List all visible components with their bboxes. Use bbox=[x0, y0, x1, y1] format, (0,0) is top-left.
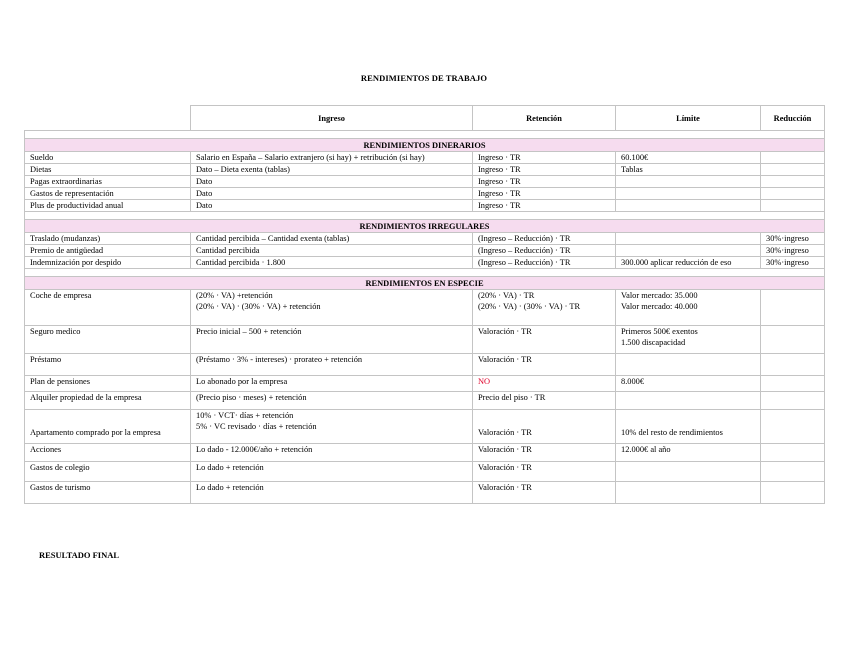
header-limite: Límite bbox=[616, 106, 761, 131]
row-reduccion bbox=[761, 188, 825, 200]
row-limite bbox=[616, 354, 761, 376]
row-ingreso: Lo dado + retención bbox=[191, 462, 473, 482]
section-especie: RENDIMIENTOS EN ESPECIE bbox=[25, 277, 825, 290]
row-concept: Seguro medico bbox=[25, 326, 191, 354]
row-ingreso: Dato bbox=[191, 188, 473, 200]
header-retencion: Retención bbox=[473, 106, 616, 131]
row-retencion: Ingreso · TR bbox=[473, 188, 616, 200]
row-concept: Coche de empresa bbox=[25, 290, 191, 326]
row-concept: Plus de productividad anual bbox=[25, 200, 191, 212]
header-ingreso: Ingreso bbox=[191, 106, 473, 131]
ingreso-line: (20% · VA) +retención bbox=[196, 291, 273, 300]
section-irregulares: RENDIMIENTOS IRREGULARES bbox=[25, 220, 825, 233]
row-reduccion bbox=[761, 164, 825, 176]
table-row bbox=[25, 188, 825, 200]
table-row bbox=[25, 233, 825, 245]
row-ingreso: Dato bbox=[191, 176, 473, 188]
spacer-row bbox=[25, 269, 825, 277]
table-row bbox=[25, 326, 825, 354]
row-retencion: (Ingreso – Reducción) · TR bbox=[473, 257, 616, 269]
row-concept: Gastos de colegio bbox=[25, 462, 191, 482]
row-concept: Premio de antigüedad bbox=[25, 245, 191, 257]
row-retencion: Ingreso · TR bbox=[473, 164, 616, 176]
row-ingreso bbox=[191, 410, 473, 444]
header-row bbox=[25, 106, 825, 131]
row-reduccion bbox=[761, 444, 825, 462]
row-reduccion: 30%·ingreso bbox=[761, 233, 825, 245]
table-row bbox=[25, 410, 825, 444]
row-concept: Indemnización por despido bbox=[25, 257, 191, 269]
table-row bbox=[25, 392, 825, 410]
table-row bbox=[25, 376, 825, 392]
row-reduccion bbox=[761, 326, 825, 354]
table-row bbox=[25, 354, 825, 376]
row-reduccion bbox=[761, 392, 825, 410]
row-ingreso: Salario en España – Salario extranjero (si hay) + retribución (si hay) bbox=[191, 152, 473, 164]
row-limite: 60.100€ bbox=[616, 152, 761, 164]
section-dinerarios: RENDIMIENTOS DINERARIOS bbox=[25, 139, 825, 152]
table-row bbox=[25, 444, 825, 462]
spacer-row bbox=[25, 212, 825, 220]
table-row bbox=[25, 245, 825, 257]
row-ingreso: Cantidad percibida · 1.800 bbox=[191, 257, 473, 269]
row-limite bbox=[616, 392, 761, 410]
row-limite: 10% del resto de rendimientos bbox=[616, 410, 761, 444]
row-limite bbox=[616, 176, 761, 188]
spacer-row bbox=[25, 131, 825, 139]
row-retencion: (Ingreso – Reducción) · TR bbox=[473, 245, 616, 257]
limite-line: Valor mercado: 35.000 bbox=[621, 291, 698, 300]
row-limite: 300.000 aplicar reducción de eso bbox=[616, 257, 761, 269]
row-retencion: Valoración · TR bbox=[473, 326, 616, 354]
row-limite bbox=[616, 188, 761, 200]
row-retencion: Valoración · TR bbox=[473, 354, 616, 376]
row-concept: Sueldo bbox=[25, 152, 191, 164]
row-retencion: (Ingreso – Reducción) · TR bbox=[473, 233, 616, 245]
row-ingreso: Precio inicial – 500 + retención bbox=[191, 326, 473, 354]
row-concept: Gastos de turismo bbox=[25, 482, 191, 504]
row-reduccion: 30%·ingreso bbox=[761, 245, 825, 257]
row-limite bbox=[616, 462, 761, 482]
row-reduccion bbox=[761, 200, 825, 212]
row-retencion: Ingreso · TR bbox=[473, 152, 616, 164]
ingreso-line: 5% · VC revisado · días + retención bbox=[196, 422, 317, 431]
row-reduccion: 30%·ingreso bbox=[761, 257, 825, 269]
row-limite bbox=[616, 233, 761, 245]
row-retencion: Valoración · TR bbox=[473, 462, 616, 482]
table-row bbox=[25, 290, 825, 326]
header-blank bbox=[25, 106, 191, 131]
limite-line: Valor mercado: 40.000 bbox=[621, 302, 698, 311]
row-ingreso: Lo dado + retención bbox=[191, 482, 473, 504]
table-row bbox=[25, 164, 825, 176]
table-row bbox=[25, 462, 825, 482]
row-limite: 8.000€ bbox=[616, 376, 761, 392]
row-ingreso bbox=[191, 290, 473, 326]
row-limite bbox=[616, 245, 761, 257]
retencion-line: (20% · VA) · TR bbox=[478, 291, 535, 300]
table-row bbox=[25, 257, 825, 269]
row-reduccion bbox=[761, 152, 825, 164]
row-reduccion bbox=[761, 376, 825, 392]
row-retencion: Valoración · TR bbox=[473, 444, 616, 462]
row-retencion: Valoración · TR bbox=[473, 410, 616, 444]
row-retencion: Ingreso · TR bbox=[473, 176, 616, 188]
final-result-heading: RESULTADO FINAL bbox=[39, 550, 120, 560]
limite-line: 1.500 discapacidad bbox=[621, 338, 686, 347]
row-ingreso: Lo dado - 12.000€/año + retención bbox=[191, 444, 473, 462]
table-row bbox=[25, 482, 825, 504]
income-table bbox=[24, 105, 825, 504]
table-row bbox=[25, 176, 825, 188]
row-retencion: NO bbox=[473, 376, 616, 392]
row-reduccion bbox=[761, 482, 825, 504]
row-concept: Dietas bbox=[25, 164, 191, 176]
row-limite: Tablas bbox=[616, 164, 761, 176]
ingreso-line: 10% · VCT· días + retención bbox=[196, 411, 294, 420]
row-ingreso: Lo abonado por la empresa bbox=[191, 376, 473, 392]
row-concept: Gastos de representación bbox=[25, 188, 191, 200]
row-reduccion bbox=[761, 354, 825, 376]
row-concept: Pagas extraordinarias bbox=[25, 176, 191, 188]
row-concept: Alquiler propiedad de la empresa bbox=[25, 392, 191, 410]
row-limite bbox=[616, 482, 761, 504]
row-reduccion bbox=[761, 410, 825, 444]
retencion-line: (20% · VA) · (30% · VA) · TR bbox=[478, 302, 581, 311]
row-ingreso: (Préstamo · 3% - intereses) · prorateo + retención bbox=[191, 354, 473, 376]
row-concept: Traslado (mudanzas) bbox=[25, 233, 191, 245]
row-ingreso: (Precio piso · meses) + retención bbox=[191, 392, 473, 410]
row-retencion: Ingreso · TR bbox=[473, 200, 616, 212]
row-retencion: Precio del piso · TR bbox=[473, 392, 616, 410]
row-ingreso: Cantidad percibida – Cantidad exenta (tablas) bbox=[191, 233, 473, 245]
ingreso-line: (20% · VA) · (30% · VA) + retención bbox=[196, 302, 321, 311]
document-title: RENDIMIENTOS DE TRABAJO bbox=[360, 73, 488, 83]
row-reduccion bbox=[761, 290, 825, 326]
row-concept: Acciones bbox=[25, 444, 191, 462]
limite-line: Primeros 500€ exentos bbox=[621, 327, 698, 336]
row-concept: Apartamento comprado por la empresa bbox=[25, 410, 191, 444]
row-retencion bbox=[473, 290, 616, 326]
row-concept: Préstamo bbox=[25, 354, 191, 376]
row-ingreso: Dato – Dieta exenta (tablas) bbox=[191, 164, 473, 176]
row-limite: 12.000€ al año bbox=[616, 444, 761, 462]
row-limite bbox=[616, 326, 761, 354]
row-ingreso: Dato bbox=[191, 200, 473, 212]
row-retencion: Valoración · TR bbox=[473, 482, 616, 504]
row-reduccion bbox=[761, 176, 825, 188]
header-reduccion: Reducción bbox=[761, 106, 825, 131]
table-row bbox=[25, 152, 825, 164]
row-limite bbox=[616, 290, 761, 326]
row-limite bbox=[616, 200, 761, 212]
row-concept: Plan de pensiones bbox=[25, 376, 191, 392]
row-reduccion bbox=[761, 462, 825, 482]
table-row bbox=[25, 200, 825, 212]
row-ingreso: Cantidad percibida bbox=[191, 245, 473, 257]
